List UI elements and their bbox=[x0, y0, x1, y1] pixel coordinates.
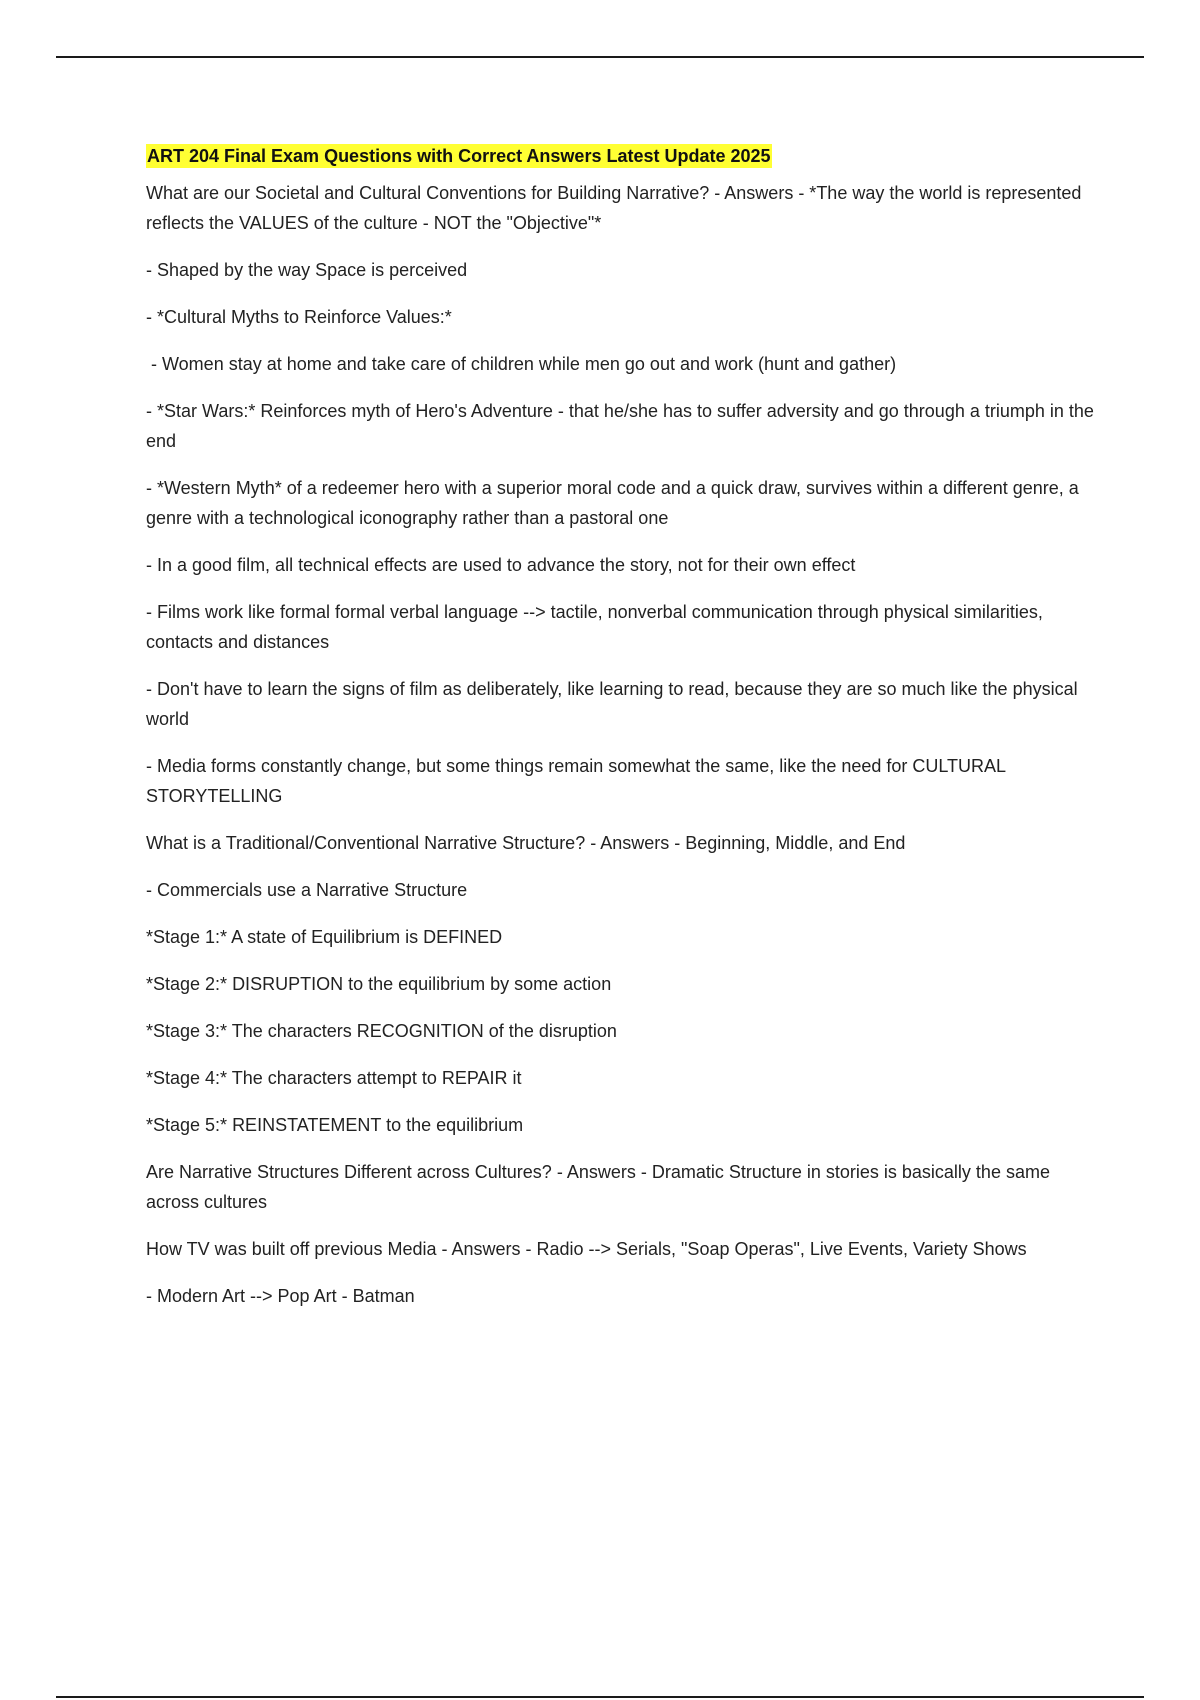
paragraph: - In a good film, all technical effects are used to advance the story, not for their own effect bbox=[146, 555, 856, 575]
question-paragraph: Are Narrative Structures Different across Cultures? - Answers - Dramatic Structure in stories is basically the same across cultures bbox=[146, 1162, 1050, 1212]
stage-item: *Stage 1:* A state of Equilibrium is DEFINED bbox=[146, 927, 503, 947]
paragraph: - Commercials use a Narrative Structure bbox=[146, 880, 468, 900]
paragraph: - *Star Wars:* Reinforces myth of Hero's Adventure - that he/she has to suffer adversity and go through a triumph in the end bbox=[146, 401, 1094, 451]
document-body bbox=[146, 144, 1096, 1328]
paragraph: - Shaped by the way Space is perceived bbox=[146, 260, 468, 280]
paragraph: - *Cultural Myths to Reinforce Values:* bbox=[146, 307, 452, 327]
paragraph: - Films work like formal formal verbal language --> tactile, nonverbal communication through physical similarities, contacts and distances bbox=[146, 602, 1043, 652]
bottom-rule bbox=[56, 1696, 1144, 1698]
paragraph: - Women stay at home and take care of children while men go out and work (hunt and gather) bbox=[146, 354, 897, 374]
top-rule bbox=[56, 56, 1144, 58]
document-title: ART 204 Final Exam Questions with Correct Answers Latest Update 2025 bbox=[147, 146, 771, 166]
question-paragraph: How TV was built off previous Media - Answers - Radio --> Serials, "Soap Operas", Live Events, Variety Shows bbox=[146, 1239, 1027, 1259]
paragraph: - Modern Art --> Pop Art - Batman bbox=[146, 1286, 415, 1306]
stage-item: *Stage 5:* REINSTATEMENT to the equilibrium bbox=[146, 1115, 524, 1135]
stage-item: *Stage 2:* DISRUPTION to the equilibrium by some action bbox=[146, 974, 612, 994]
stage-item: *Stage 4:* The characters attempt to REPAIR it bbox=[146, 1068, 522, 1088]
paragraph: - Media forms constantly change, but some things remain somewhat the same, like the need for CULTURAL STORYTELLING bbox=[146, 756, 1006, 806]
paragraph: What are our Societal and Cultural Conventions for Building Narrative? - Answers - *The way the world is represented reflects the VALUES of the culture - NOT the "Objective"* bbox=[146, 183, 1082, 233]
paragraph: - Don't have to learn the signs of film as deliberately, like learning to read, because they are so much like the physical world bbox=[146, 679, 1078, 729]
question-paragraph: What is a Traditional/Conventional Narrative Structure? - Answers - Beginning, Middle, and End bbox=[146, 833, 906, 853]
paragraph: - *Western Myth* of a redeemer hero with a superior moral code and a quick draw, survives within a different genre, a genre with a technological iconography rather than a pastoral one bbox=[146, 478, 1079, 528]
stage-item: *Stage 3:* The characters RECOGNITION of the disruption bbox=[146, 1021, 617, 1041]
